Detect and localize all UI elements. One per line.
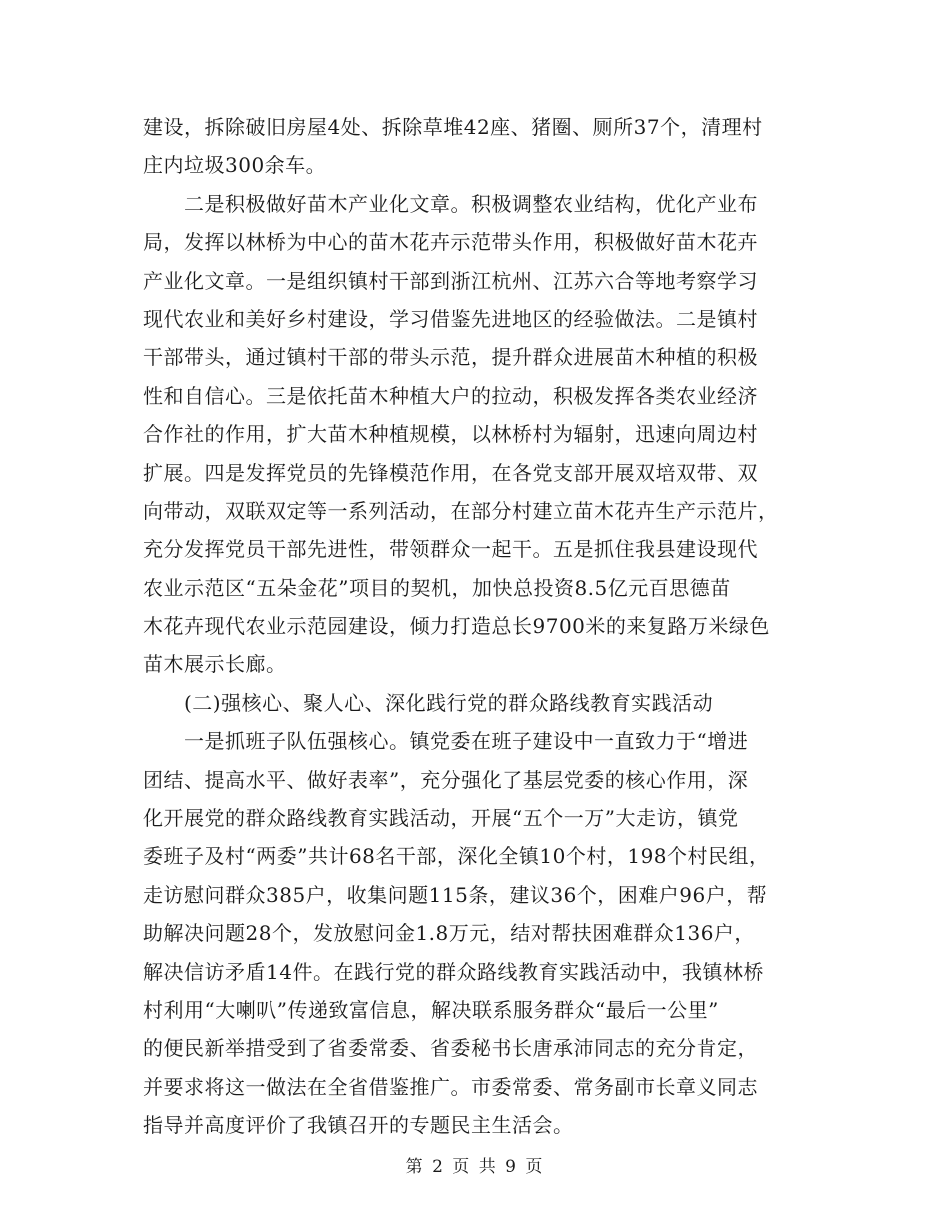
text-line: 农业示范区“五朵金花”项目的契机，加快总投资8.5亿元百思德苗 xyxy=(143,575,731,600)
text-line: 建设，拆除破旧房屋4处、拆除草堆42座、猪圈、厕所37个，清理村 xyxy=(143,115,763,139)
text-line: 一是抓班子队伍强核心。镇党委在班子建设中一直致力于“增进 xyxy=(143,729,749,754)
text-line: 并要求将这一做法在全省借鉴推广。市委常委、常务副市长章义同志 xyxy=(143,1074,758,1099)
text-line: 村利用“大喇叭”传递致富信息，解决联系服务群众“最后一公里” xyxy=(143,997,719,1022)
text-line: 干部带头，通过镇村干部的带头示范，提升群众进展苗木种植的积极 xyxy=(143,345,758,370)
text-line: 的便民新举措受到了省委常委、省委秘书长唐承沛同志的充分肯定， xyxy=(143,1036,758,1061)
text-line: 木花卉现代农业示范园建设，倾力打造总长9700米的来复路万米绿色 xyxy=(143,614,770,639)
text-line: 扩展。四是发挥党员的先锋模范作用，在各党支部开展双培双带、双 xyxy=(143,460,758,485)
text-line: 充分发挥党员干部先进性，带领群众一起干。五是抓住我县建设现代 xyxy=(143,537,758,562)
text-line: 团结、提高水平、做好表率”，充分强化了基层党委的核心作用，深 xyxy=(143,767,749,792)
text-line: 化开展党的群众路线教育实践活动，开展“五个一万”大走访，镇党 xyxy=(143,806,739,831)
text-line: 二是积极做好苗木产业化文章。积极调整农业结构，优化产业布 xyxy=(143,191,758,216)
text-line: 指导并高度评价了我镇召开的专题民主生活会。 xyxy=(143,1113,574,1138)
text-line: 解决信访矛盾14件。在践行党的群众路线教育实践活动中，我镇林桥 xyxy=(143,959,764,984)
page-number-footer: 第 2 页 共 9 页 xyxy=(405,1157,545,1177)
text-line: 合作社的作用，扩大苗木种植规模，以林桥村为辐射，迅速向周边村 xyxy=(143,422,758,447)
text-line: 助解决问题28个，发放慰问金1.8万元，结对帮扶困难群众136户， xyxy=(143,921,755,946)
text-line: 局，发挥以林桥为中心的苗木花卉示范带头作用，积极做好苗木花卉 xyxy=(143,230,758,255)
text-line: 产业化文章。一是组织镇村干部到浙江杭州、江苏六合等地考察学习 xyxy=(143,268,758,293)
text-line: 现代农业和美好乡村建设，学习借鉴先进地区的经验做法。二是镇村 xyxy=(143,306,758,331)
body-text xyxy=(143,108,813,1145)
text-line: 向带动，双联双定等一系列活动，在部分村建立苗木花卉生产示范片， xyxy=(143,498,779,523)
section-heading: (二)强核心、聚人心、深化践行党的群众路线教育实践活动 xyxy=(143,690,714,715)
text-line: 性和自信心。三是依托苗木种植大户的拉动，积极发挥各类农业经济 xyxy=(143,383,758,408)
text-line: 委班子及村“两委”共计68名干部，深化全镇10个村，198个村民组， xyxy=(143,844,770,869)
text-line: 苗木展示长廊。 xyxy=(143,652,287,677)
text-line: 走访慰问群众385户，收集问题115条，建议36个，困难户96户，帮 xyxy=(143,882,768,907)
text-line: 庄内垃圾300余车。 xyxy=(143,153,327,178)
